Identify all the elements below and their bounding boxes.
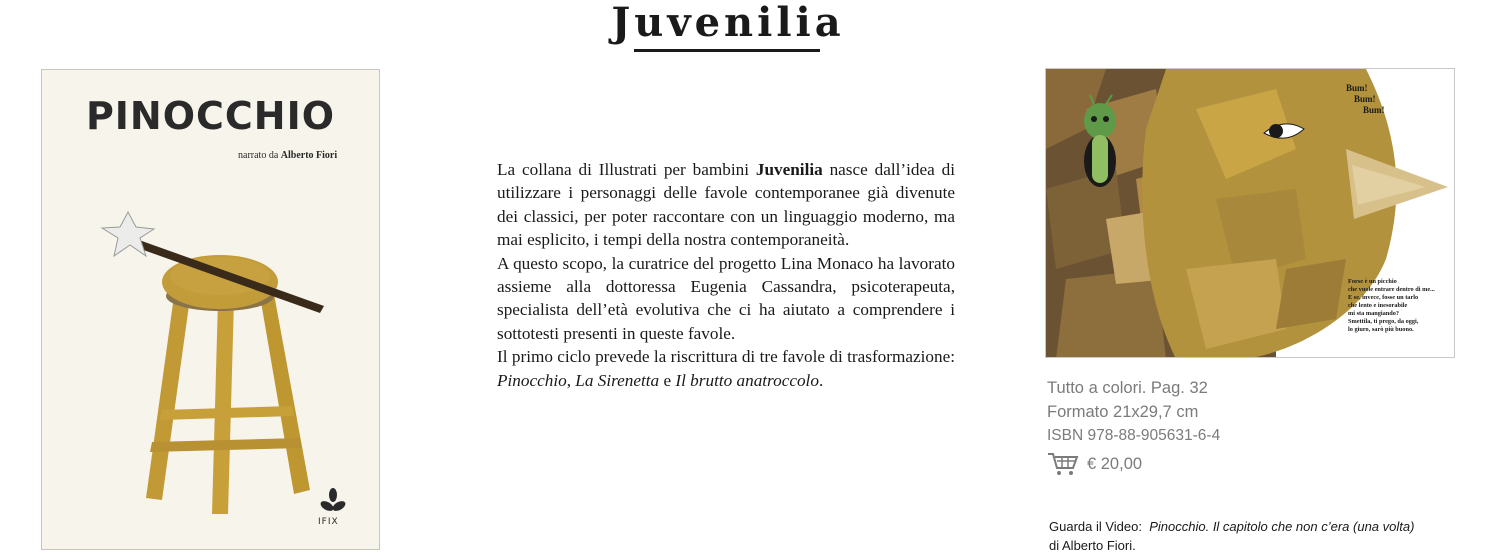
page-title: Juvenilia [611,0,845,46]
price-row [1047,451,1142,477]
book-cover-image[interactable] [41,69,380,550]
video-link[interactable]: Pinocchio. Il capitolo che non c’era (una volta) [1149,519,1415,534]
cover-stool-illustration [42,70,380,550]
description-paragraph-3: Il primo ciclo prevede la riscrittura di tre favole di trasformazione: Pinocchio, La Sirenetta e Il brutto anatroccolo. [497,347,955,390]
inner-page-illustration[interactable] [1045,68,1455,358]
illustration-sound-text: Bum! Bum! Bum! [1346,83,1385,115]
title-underline [634,49,820,52]
description-paragraph-1: La collana di Illustrati per bambini Juvenilia nasce dall’idea di utilizzare i personaggi delle favole contemporanee già divenute dei classici, per poter raccontare con un linguaggio moderno, ma mai esplicito, i tempi della nostra contemporaneità. [497,160,955,250]
publisher-logo-icon [319,488,347,513]
video-section [1049,517,1489,555]
video-author: di Alberto Fiori. [1049,538,1136,553]
cover-narrator: narrato da Alberto Fiori [238,150,338,161]
colors-pages: Tutto a colori. Pag. 32 [1047,379,1208,397]
isbn: ISBN 978-88-905631-6-4 [1047,427,1221,444]
cover-publisher: IFIX [318,517,339,527]
illustration-caption: Forse è un picchio che vuole entrare dentro di me... E se, invece, fosse un tarlo che lento e inesorabile mi sta mangiando? Smettila, ti prego, da oggi, lo giuro, sarò più buono. [1348,278,1435,333]
price: € 20,00 [1087,454,1143,473]
description-paragraph-2: A questo scopo, la curatrice del progetto Lina Monaco ha lavorato assieme alla dottoressa Eugenia Cassandra, psicoterapeuta, specialista dell’età evolutiva che ci ha aiutato a comprendere i sottotesti presenti in queste favole. [497,253,955,343]
series-description [497,158,955,392]
cover-title: PINOCCHIO [85,94,336,138]
format: Formato 21x29,7 cm [1047,403,1199,421]
video-prefix: Guarda il Video: [1049,519,1142,534]
product-info [1047,376,1220,448]
shopping-cart-icon[interactable] [1047,451,1079,477]
